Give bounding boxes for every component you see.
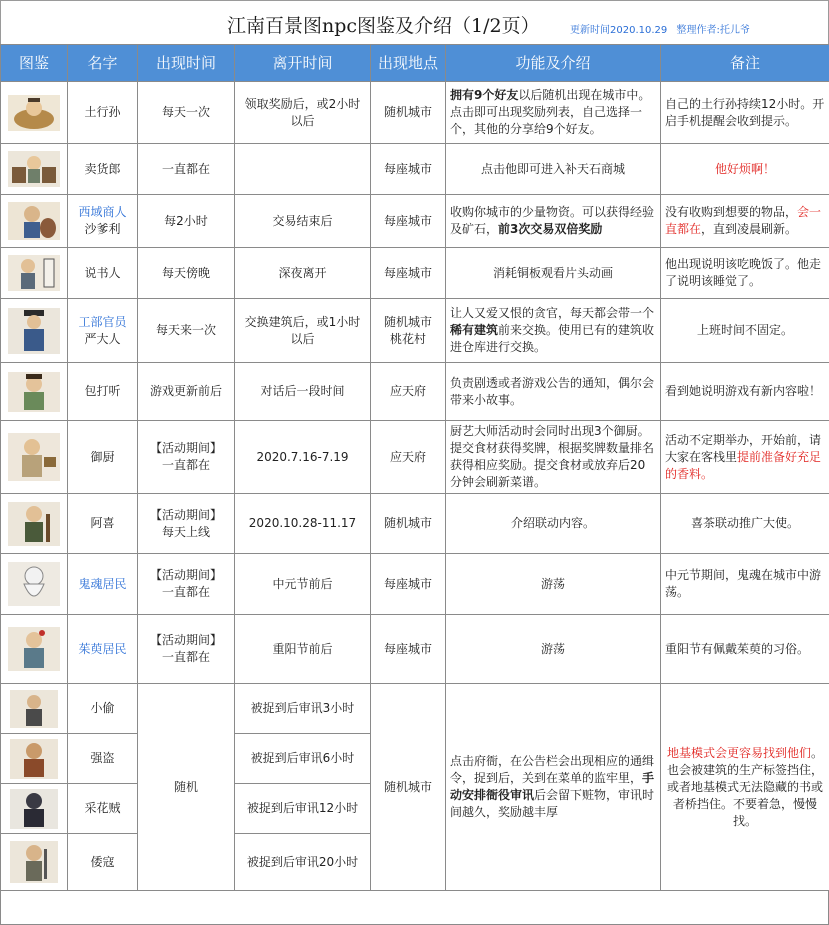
npc-leave [235,144,371,195]
npc-place: 每座城市 [371,248,446,299]
table-row [1,494,829,554]
title-bar [0,0,829,44]
npc-appear [138,421,235,494]
storyteller-icon [6,253,62,293]
appear-text: 一直都在 [162,585,210,599]
npc-note: 他好烦啊！ [661,144,829,195]
npc-name: 强盗 [68,734,138,784]
peddler-icon [6,149,62,189]
func-text: 点击府衙，在公告栏会出现相应的通缉令，捉到后，关到在菜单的监牢里， [450,754,654,785]
func-bold: 手动安排衙役审讯 [450,771,654,802]
npc-leave: 交易结束后 [235,195,371,248]
npc-name-text: 严大人 [84,332,120,346]
gossip-woman-icon [6,370,62,414]
npc-place: 每座城市 [371,144,446,195]
place-text: 桃花村 [390,332,426,346]
npc-appear: 每天一次 [138,82,235,144]
npc-leave: 领取奖励后，或2小时以后 [235,82,371,144]
npc-note [661,195,829,248]
npc-name [68,615,138,684]
func-text: 以后随机出现在城市中。点击即可出现奖励列表，自己选择一个，其他的分享给9个好友。 [450,88,650,136]
npc-table [0,44,829,891]
npc-portrait [1,554,68,615]
npc-name-text: 鬼魂居民 [78,577,126,591]
col-header-function: 功能及介绍 [446,45,661,82]
npc-function: 消耗铜板观看片头动画 [446,248,661,299]
ghost-icon [6,560,62,608]
npc-appear: 每天来一次 [138,299,235,363]
func-text: 让人又爱又恨的贪官，每天都会带一个 [450,306,654,320]
npc-leave: 被捉到后审讯6小时 [235,734,371,784]
official-icon [6,306,62,356]
npc-leave: 2020.7.16-7.19 [235,421,371,494]
col-header-leave: 离开时间 [235,45,371,82]
npc-name [68,554,138,615]
npc-portrait [1,144,68,195]
npc-name: 说书人 [68,248,138,299]
table-row [1,421,829,494]
npc-function: 游荡 [446,554,661,615]
table-row [1,299,829,363]
table-row [1,82,829,144]
npc-appear [138,554,235,615]
event-tag: 【活动期间】 [150,568,222,582]
npc-portrait [1,615,68,684]
note-red: 会一直都在 [665,205,821,236]
appear-text: 每天上线 [162,525,210,539]
group-appear: 随机 [138,684,235,891]
npc-name: 包打听 [68,363,138,421]
col-header-note: 备注 [661,45,829,82]
npc-place: 每座城市 [371,554,446,615]
author-credit: 整理作者:托儿爷 [676,25,749,36]
npc-note: 自己的土行孙持续12小时。开启手机提醒会收到提示。 [661,82,829,144]
table-row [1,195,829,248]
npc-leave: 被捉到后审讯12小时 [235,784,371,834]
table-row [1,248,829,299]
npc-place: 随机城市 [371,82,446,144]
npc-place: 应天府 [371,363,446,421]
npc-note: 喜茶联动推广大使。 [661,494,829,554]
thief-icon [8,688,60,730]
npc-portrait [1,684,68,734]
event-tag: 【活动期间】 [150,633,222,647]
func-bold: 稀有建筑 [450,323,498,337]
appear-text: 一直都在 [162,650,210,664]
npc-leave: 重阳节前后 [235,615,371,684]
npc-leave: 被捉到后审讯20小时 [235,834,371,891]
npc-name: 土行孙 [68,82,138,144]
npc-note: 他出现说明该吃晚饭了。他走了说明该睡觉了。 [661,248,829,299]
npc-portrait [1,734,68,784]
npc-portrait [1,421,68,494]
table-row [1,684,829,734]
npc-name-text: 沙爹利 [84,222,120,236]
npc-note [661,421,829,494]
npc-note: 中元节期间，鬼魂在城市中游荡。 [661,554,829,615]
col-header-appear: 出现时间 [138,45,235,82]
chef-icon [6,431,62,483]
page-title: 江南百景图npc图鉴及介绍（1/2页） [227,11,540,38]
npc-name: 小偷 [68,684,138,734]
npc-appear [138,494,235,554]
npc-portrait [1,299,68,363]
func-text: 收购你城市的少量物资。可以获得经验及矿石， [450,205,654,236]
group-function [446,684,661,891]
npc-name: 采花贼 [68,784,138,834]
npc-function: 点击他即可进入补天石商城 [446,144,661,195]
npc-appear [138,615,235,684]
npc-place [371,299,446,363]
note-red: 地基模式会更容易找到他们 [667,746,811,760]
flower-thief-icon [8,787,60,831]
npc-portrait [1,834,68,891]
func-bold: 前3次交易双倍奖励 [498,222,602,236]
npc-portrait [1,248,68,299]
npc-name [68,299,138,363]
npc-name: 卖货郎 [68,144,138,195]
npc-portrait [1,82,68,144]
axi-icon [6,500,62,548]
dogwood-icon [6,625,62,673]
group-note [661,684,829,891]
npc-appear: 每天傍晚 [138,248,235,299]
npc-name: 倭寇 [68,834,138,891]
table-row [1,615,829,684]
npc-portrait [1,784,68,834]
npc-leave: 深夜离开 [235,248,371,299]
place-text: 随机城市 [384,315,432,329]
npc-leave: 2020.10.28-11.17 [235,494,371,554]
npc-name-text: 茱萸居民 [78,642,126,656]
func-text: 前来交换。使用已有的建筑收进仓库进行交换。 [450,323,654,354]
table-row [1,554,829,615]
npc-place: 每座城市 [371,195,446,248]
col-header-icon: 图鉴 [1,45,68,82]
npc-portrait [1,195,68,248]
npc-title-tag: 工部官员 [78,315,126,329]
npc-name [68,195,138,248]
npc-function [446,299,661,363]
western-merchant-icon [6,200,62,242]
npc-function: 负责剧透或者游戏公告的通知，偶尔会带来小故事。 [446,363,661,421]
note-text: 。也会被建筑的生产标签挡住，或者地基模式无法隐藏的书或者桥挡住。不要着急，慢慢找。 [667,746,823,828]
npc-place: 应天府 [371,421,446,494]
group-place: 随机城市 [371,684,446,891]
event-tag: 【活动期间】 [150,441,222,455]
npc-place: 每座城市 [371,615,446,684]
npc-title-tag: 西域商人 [78,205,126,219]
npc-leave: 对话后一段时间 [235,363,371,421]
npc-note: 上班时间不固定。 [661,299,829,363]
npc-function: 游荡 [446,615,661,684]
npc-function: 厨艺大师活动时会同时出现3个御厨。提交食材获得奖牌，根据奖牌数量排名获得相应奖励。提交食材或放弃后20分钟会刷新菜谱。 [446,421,661,494]
col-header-place: 出现地点 [371,45,446,82]
npc-note: 看到她说明游戏有新内容啦！ [661,363,829,421]
note-text: ，直到凌晨刷新。 [701,222,797,236]
npc-function: 介绍联动内容。 [446,494,661,554]
merchant-earth-icon [6,93,62,133]
npc-note: 重阳节有佩戴茱萸的习俗。 [661,615,829,684]
col-header-name: 名字 [68,45,138,82]
note-text: 活动不定期举办，开始前，请大家在客栈里 [665,433,821,464]
npc-leave: 中元节前后 [235,554,371,615]
table-row [1,363,829,421]
table-header-row [1,45,829,82]
func-bold: 拥有9个好友 [450,88,518,102]
npc-function [446,195,661,248]
npc-place: 随机城市 [371,494,446,554]
npc-appear: 游戏更新前后 [138,363,235,421]
update-time: 更新时间2020.10.29 [570,25,667,36]
npc-leave: 被捉到后审讯3小时 [235,684,371,734]
func-text: 后会留下赃物，审讯时间越久，奖励越丰厚 [450,788,654,819]
npc-portrait [1,494,68,554]
npc-appear: 一直都在 [138,144,235,195]
npc-leave: 交换建筑后，或1小时以后 [235,299,371,363]
robber-icon [8,737,60,781]
npc-portrait [1,363,68,421]
table-row [1,144,829,195]
note-text: 没有收购到想要的物品， [665,205,797,219]
note-red: 提前准备好充足的香料。 [665,450,821,481]
appear-text: 一直都在 [162,458,210,472]
event-tag: 【活动期间】 [150,508,222,522]
npc-name: 阿喜 [68,494,138,554]
npc-name: 御厨 [68,421,138,494]
npc-function [446,82,661,144]
title-meta [570,21,756,36]
pirate-icon [8,839,60,885]
npc-appear: 每2小时 [138,195,235,248]
